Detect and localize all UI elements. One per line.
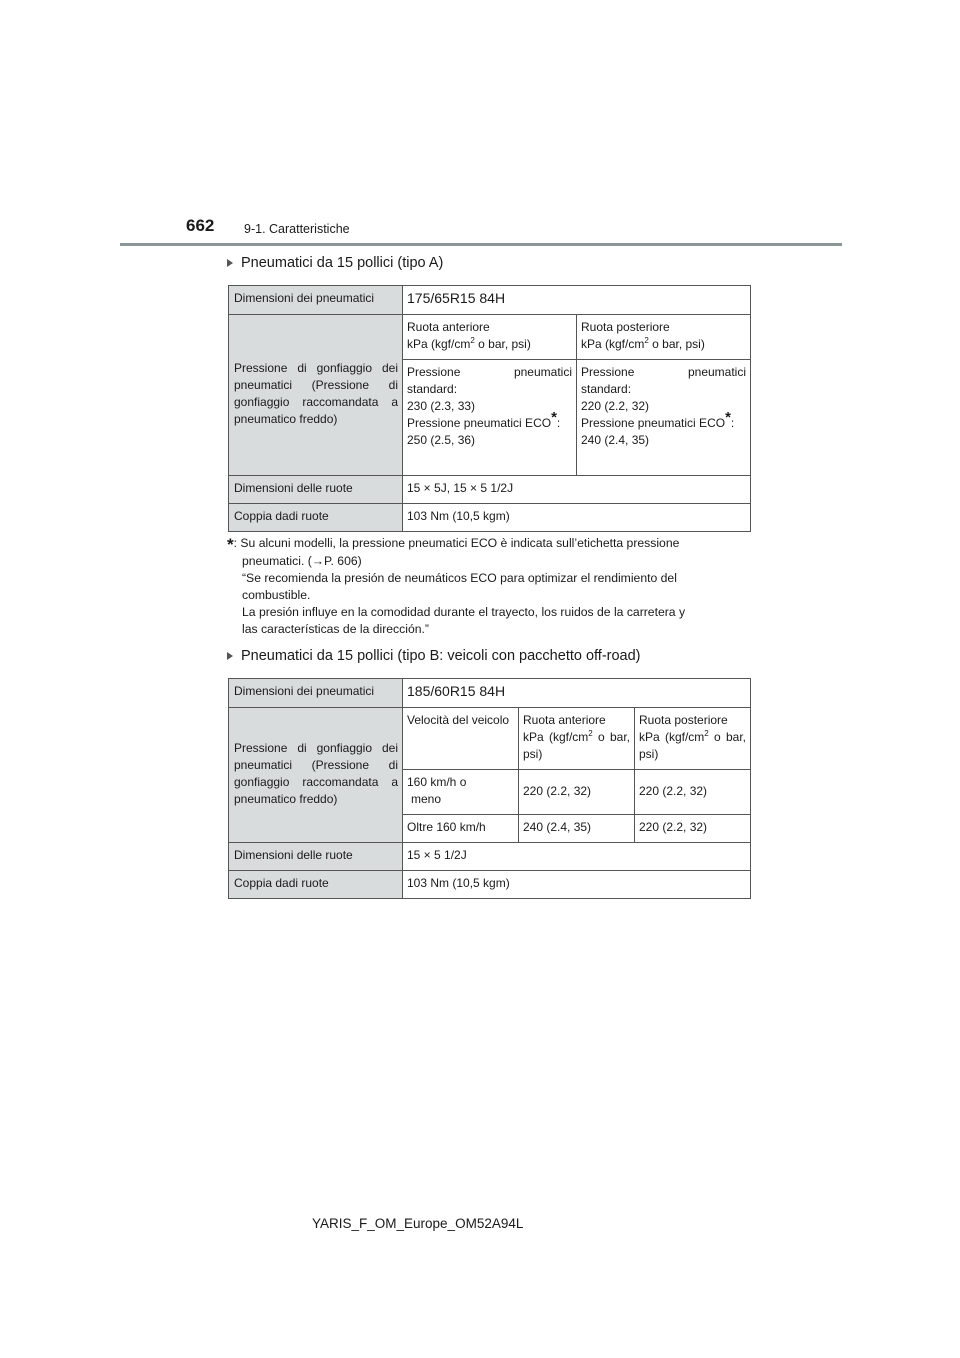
front-wheel-header: [403, 315, 577, 360]
front-standard-label: Pressione pneumatici standard:: [407, 365, 572, 396]
table-row: [229, 315, 751, 360]
footnote-line: La presión influye en la comodidad durante el trayecto, los ruidos de la carretera y: [242, 605, 686, 619]
table-row: [229, 504, 751, 532]
pressure-label: Pressione di gonfiaggio dei pneumatici (Pressione di gonfiaggio raccomandata a pneumatico freddo): [229, 315, 403, 476]
rear-pressure-cell: 220 (2.2, 32): [635, 815, 751, 843]
front-wheel-unit: kPa ($kgf/cm^2$ o bar, psi): [407, 336, 531, 351]
rear-wheel-title: Ruota posteriore: [639, 713, 728, 727]
bullet-triangle-icon: [227, 259, 233, 267]
rear-pressure-cell: 220 (2.2, 32): [635, 770, 751, 815]
page-number: 662: [186, 216, 215, 235]
tire-spec-table-a: [228, 285, 751, 532]
wheel-size-value: 15 × 5 1/2J: [403, 843, 751, 871]
section-b-heading: [227, 648, 641, 664]
front-eco-value: 250 (2.5, 36): [407, 433, 476, 447]
rear-wheel-unit: kPa ($kgf/cm^2$ o bar, psi): [581, 336, 705, 351]
wheel-size-label: Dimensioni delle ruote: [229, 843, 403, 871]
speed-cell: 160 km/h o meno: [403, 770, 519, 815]
speed-cell: Oltre 160 km/h: [403, 815, 519, 843]
section-a-heading: [227, 255, 443, 271]
wheel-size-label: Dimensioni delle ruote: [229, 476, 403, 504]
table-row: [229, 843, 751, 871]
table-row: [229, 708, 751, 770]
table-row: [229, 871, 751, 899]
tire-spec-table-b: [228, 678, 751, 899]
header-rule: [120, 243, 842, 246]
footnote-line: “Se recomienda la presión de neumáticos ECO para optimizar el rendimiento del: [242, 571, 677, 585]
front-wheel-unit: kPa ($kgf/cm^2$ o bar, psi): [523, 729, 630, 761]
rear-pressure-values: [577, 360, 751, 476]
wheel-size-value: 15 × 5J, 15 × 5 1/2J: [403, 476, 751, 504]
table-row: [229, 476, 751, 504]
table-row: [229, 679, 751, 708]
rear-eco-value: 240 (2.4, 35): [581, 433, 650, 447]
tire-size-label: Dimensioni dei pneumatici: [229, 679, 403, 708]
section-a-heading-text: Pneumatici da 15 pollici (tipo A): [241, 255, 444, 271]
section-b-heading-text: Pneumatici da 15 pollici (tipo B: veicoli con pacchetto off-road): [241, 648, 641, 664]
section-title: 9-1. Caratteristiche: [244, 222, 350, 236]
pressure-label: Pressione di gonfiaggio dei pneumatici (Pressione di gonfiaggio raccomandata a pneumatico freddo): [229, 708, 403, 843]
front-pressure-cell: 240 (2.4, 35): [519, 815, 635, 843]
tire-size-label: Dimensioni dei pneumatici: [229, 286, 403, 315]
footnote-line: las características de la dirección.”: [242, 622, 429, 636]
table-row: [229, 286, 751, 315]
rear-wheel-unit: kPa ($kgf/cm^2$ o bar, psi): [639, 729, 747, 761]
front-wheel-header: [519, 708, 635, 770]
tire-size-value: 185/60R15 84H: [403, 679, 751, 708]
footnote: [227, 535, 747, 638]
front-wheel-title: Ruota anteriore: [523, 713, 606, 727]
footnote-line: pneumatici. (→P. 606): [242, 554, 362, 568]
bullet-triangle-icon: [227, 652, 233, 660]
front-eco-label: Pressione pneumatici ECO*:: [407, 409, 561, 430]
rear-eco-label: Pressione pneumatici ECO*:: [581, 409, 735, 430]
footnote-line: *: Su alcuni modelli, la pressione pneumatici ECO è indicata sull’etichetta pressione: [227, 535, 680, 554]
nut-torque-value: 103 Nm (10,5 kgm): [403, 504, 751, 532]
footnote-line: combustible.: [242, 588, 311, 602]
front-standard-value: 230 (2.3, 33): [407, 399, 476, 413]
nut-torque-value: 103 Nm (10,5 kgm): [403, 871, 751, 899]
rear-standard-label: Pressione pneumatici standard:: [581, 365, 747, 396]
vehicle-speed-header: Velocità del veicolo: [403, 708, 519, 770]
rear-standard-value: 220 (2.2, 32): [581, 399, 650, 413]
document-code: YARIS_F_OM_Europe_OM52A94L: [312, 1216, 524, 1231]
rear-wheel-title: Ruota posteriore: [581, 320, 670, 334]
front-wheel-title: Ruota anteriore: [407, 320, 490, 334]
tire-size-value: 175/65R15 84H: [403, 286, 751, 315]
rear-wheel-header: [577, 315, 751, 360]
front-pressure-cell: 220 (2.2, 32): [519, 770, 635, 815]
nut-torque-label: Coppia dadi ruote: [229, 871, 403, 899]
rear-wheel-header: [635, 708, 751, 770]
nut-torque-label: Coppia dadi ruote: [229, 504, 403, 532]
front-pressure-values: [403, 360, 577, 476]
